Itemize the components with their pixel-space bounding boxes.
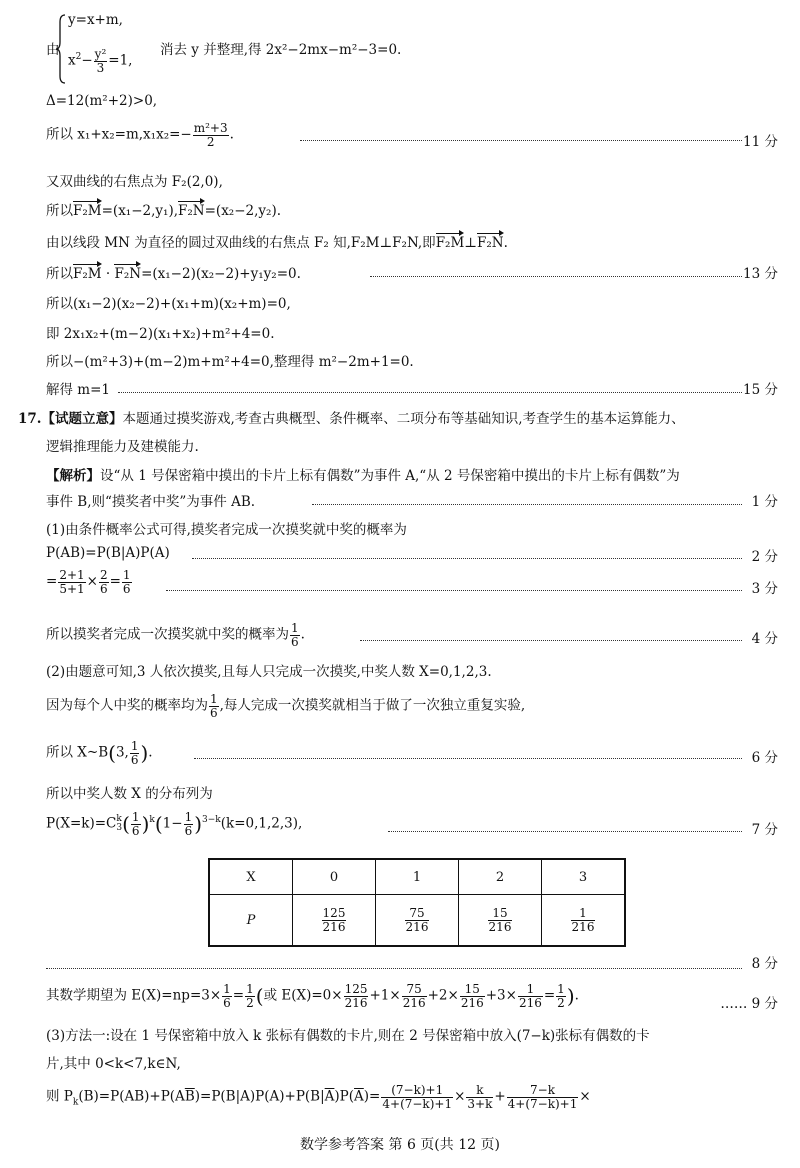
leader-dots (312, 504, 742, 505)
q17-line2: 逻辑推理能力及建模能力. (46, 439, 199, 455)
analysis-line2: 事件 B,则“摸奖者中奖”为事件 AB. (46, 494, 256, 510)
circle-line: 由以线段 MN 为直径的圆过双曲线的右焦点 F₂ 知,F₂M⊥F₂N,即F₂M⊥F₂N. (46, 235, 508, 251)
q17-heading: 17.【试题立意】本题通过摸奖游戏,考查古典概型、条件概率、二项分布等基础知识,考查学生的基本运算能力、 (18, 411, 685, 427)
table-row (209, 859, 625, 895)
leader-dots (194, 758, 742, 759)
distribution-table (208, 858, 626, 947)
table-cell: $\frac{125}{216}$ (293, 895, 376, 947)
system-after: 消去 y 并整理,得 2x²−2mx−m²−3=0. (160, 42, 402, 58)
part1-intro: (1)由条件概率公式可得,摸奖者完成一次摸奖就中奖的概率为 (46, 522, 407, 538)
table-cell: $\frac{1}{216}$ (542, 895, 626, 947)
leader-dots (370, 276, 742, 277)
part2-intro: (2)由题意可知,3 人依次摸奖,且每人只完成一次摸奖,中奖人数 X=0,1,2,3. (46, 664, 492, 680)
score-8: 8 分 (751, 956, 778, 972)
leader-dots (300, 140, 742, 141)
expand-line-1: 所以(x₁−2)(x₂−2)+(x₁+m)(x₂+m)=0, (46, 296, 291, 312)
table-row (209, 895, 625, 947)
focus-line: 又双曲线的右焦点为 F₂(2,0), (46, 174, 223, 190)
part2-each: 因为每个人中奖的概率均为 $\frac{1}{6}$ ,每人完成一次摸奖就相当于做了一次独立重复实验, (46, 692, 526, 720)
part2-binomial: 所以 X~B(3, $\frac{1}{6}$ ). (46, 739, 153, 767)
part2-dist-intro: 所以中奖人数 X 的分布列为 (46, 786, 213, 802)
leader-dots (388, 831, 742, 832)
leader-dots (118, 392, 742, 393)
score-2: 2 分 (751, 549, 778, 565)
left-brace-icon (56, 14, 66, 84)
table-cell: 3 (542, 859, 626, 895)
leader-dots (166, 590, 742, 591)
dot-product-line: 所以F₂M · F₂N=(x₁−2)(x₂−2)+y₁y₂=0. (46, 266, 301, 282)
score-11: 11 分 (743, 134, 778, 150)
analysis-line1: 【解析】设“从 1 号保密箱中摸出的卡片上标有偶数”为事件 A,“从 2 号保密箱中摸出的卡片上标有偶数”为 (46, 468, 680, 484)
expectation-line: 其数学期望为 E(X)=np=3× $\frac{1}{6}$ = $\frac{1}{2}$ (或 E(X)=0× $\frac{125}{216}$ +1× $\frac{75}{216}$ +2× $\frac{15}{216}$ +3× $\frac{1}{216}$ = $\frac{1}{2}$ ). (46, 982, 579, 1010)
score-1: 1 分 (751, 494, 778, 510)
table-cell: 0 (293, 859, 376, 895)
score-6: 6 分 (751, 750, 778, 766)
score-3: 3 分 (751, 581, 778, 597)
leader-dots (360, 640, 742, 641)
table-header-x: X (209, 859, 293, 895)
table-cell: 2 (459, 859, 542, 895)
sum-product-line: 所以 x₁+x₂=m,x₁x₂=− $\frac{\text{m²+3}}{2}$ . (46, 121, 234, 149)
page-footer: 数学参考答案 第 6 页(共 12 页) (300, 1137, 500, 1153)
delta-line: Δ=12(m²+2)>0, (46, 93, 158, 109)
system-eq1: y=x+m, (68, 12, 123, 28)
part3-line2: 片,其中 0<k<7,k∈N, (46, 1056, 181, 1072)
leader-dots (192, 558, 742, 559)
expand-line-2: 即 2x₁x₂+(m−2)(x₁+x₂)+m²+4=0. (46, 326, 275, 342)
part1-calc: = $\frac{2+1}{5+1}$ × $\frac{2}{6}$ = $\frac{1}{6}$ (46, 568, 131, 596)
expand-line-3: 所以−(m²+3)+(m−2)m+m²+4=0,整理得 m²−2m+1=0. (46, 354, 414, 370)
table-cell: $\frac{15}{216}$ (459, 895, 542, 947)
solve-line: 解得 m=1 (46, 382, 110, 398)
part3-line1: (3)方法一:设在 1 号保密箱中放入 k 张标有偶数的卡片,则在 2 号保密箱中放入(7−k)张标有偶数的卡 (46, 1028, 650, 1044)
score-9: …… 9 分 (720, 996, 778, 1012)
table-header-p: P (209, 895, 293, 947)
score-15: 15 分 (743, 382, 778, 398)
score-4: 4 分 (751, 631, 778, 647)
part1-formula: P(AB)=P(B|A)P(A) (46, 545, 170, 561)
part2-pmf: P(X=k)=C k 3 ( $\frac{1}{6}$ )$^k$(1− $\frac{1}{6}$ )$^{3-k}$(k=0,1,2,3), (46, 810, 303, 838)
table-cell: $\frac{75}{216}$ (376, 895, 459, 947)
vectors-line: 所以F₂M=(x₁−2,y₁),F₂N=(x₂−2,y₂). (46, 203, 282, 219)
table-cell: 1 (376, 859, 459, 895)
system-eq2: $x^2-$ $\frac{\text{y²}}{3}$ =1, (68, 47, 133, 75)
score-13: 13 分 (743, 266, 778, 282)
leader-dots (46, 968, 742, 969)
part3-probability-line: 则 $P_k(B)=P(AB)+P(A\overline{B})=P(B|A)P(A)+P(B|\overline{A})P(\overline{A})=$ $\frac{(7-k)+1}{4+(7-k)+1}$ × $\frac{k}{3+k}$ + $\frac{7-k}{4+(7-k)+1}$ × (46, 1083, 591, 1111)
part1-conclusion: 所以摸奖者完成一次摸奖就中奖的概率为 $\frac{1}{6}$ . (46, 621, 305, 649)
system-prefix: 由 (46, 42, 60, 58)
score-7: 7 分 (751, 822, 778, 838)
